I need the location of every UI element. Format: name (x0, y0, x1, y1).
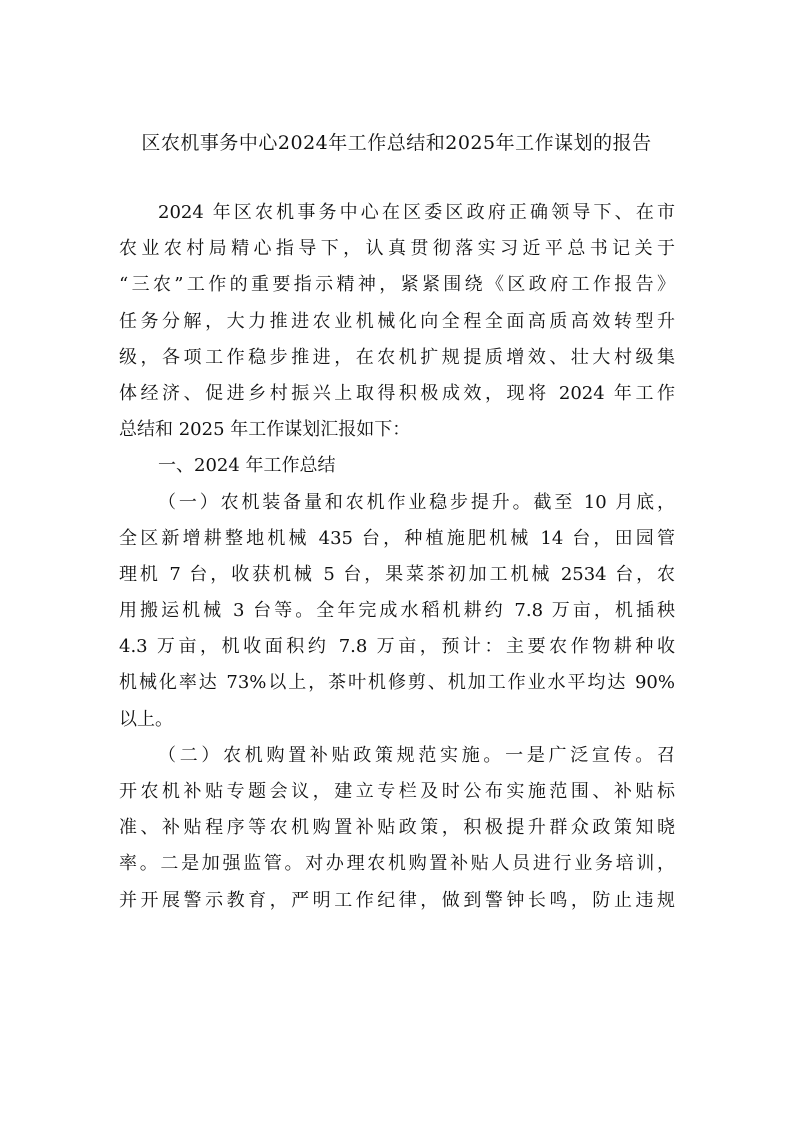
paragraph-line: 全区新增耕整地机械 435 台，种植施肥机械 14 台，田园管 (119, 527, 675, 549)
paragraph-line: 并开展警示教育，严明工作纪律，做到警钟长鸣，防止违规 (119, 889, 675, 911)
paragraph-line: 机械化率达 73%以上，茶叶机修剪、机加工作业水平均达 90% (119, 672, 675, 694)
paragraph-line: “三农”工作的重要指示精神，紧紧围绕《区政府工作报告》 (119, 274, 675, 296)
paragraph-line: 开农机补贴专题会议，建立专栏及时公布实施范围、补贴标 (119, 781, 675, 802)
paragraph-line: 4.3 万亩，机收面积约 7.8 万亩，预计：主要农作物耕种收 (119, 636, 675, 658)
paragraph-line: 总结和 2025 年工作谋划汇报如下： (119, 419, 411, 441)
paragraph-line: （一）农机装备量和农机作业稳步提升。截至 10 月底， (158, 491, 675, 513)
paragraph-line: 用搬运机械 3 台等。全年完成水稻机耕约 7.8 万亩，机插秧 (119, 600, 675, 622)
paragraph-line: 农业农村局精心指导下，认真贯彻落实习近平总书记关于 (119, 238, 675, 260)
paragraph-line: 以上。 (119, 708, 173, 730)
paragraph-line: 级，各项工作稳步推进，在农机扩规提质增效、壮大村级集 (119, 346, 675, 368)
paragraph-line: 2024 年区农机事务中心在区委区政府正确领导下、在市 (158, 202, 675, 223)
paragraph-line: 理机 7 台，收获机械 5 台，果菜茶初加工机械 2534 台，农 (119, 563, 675, 585)
paragraph-line: （二）农机购置补贴政策规范实施。一是广泛宣传。召 (158, 744, 675, 766)
document-title: 区农机事务中心2024年工作总结和2025年工作谋划的报告 (141, 132, 652, 154)
paragraph-line: 准、补贴程序等农机购置补贴政策，积极提升群众政策知晓 (119, 817, 675, 839)
document-body (119, 195, 675, 919)
paragraph-line: 体经济、促进乡村振兴上取得积极成效，现将 2024 年工作 (119, 382, 675, 404)
paragraph-line: 率。二是加强监管。对办理农机购置补贴人员进行业务培训， (119, 853, 675, 875)
paragraph-line: 任务分解，大力推进农业机械化向全程全面高质高效转型升 (119, 310, 675, 332)
section-heading: 一、2024 年工作总结 (158, 455, 336, 477)
